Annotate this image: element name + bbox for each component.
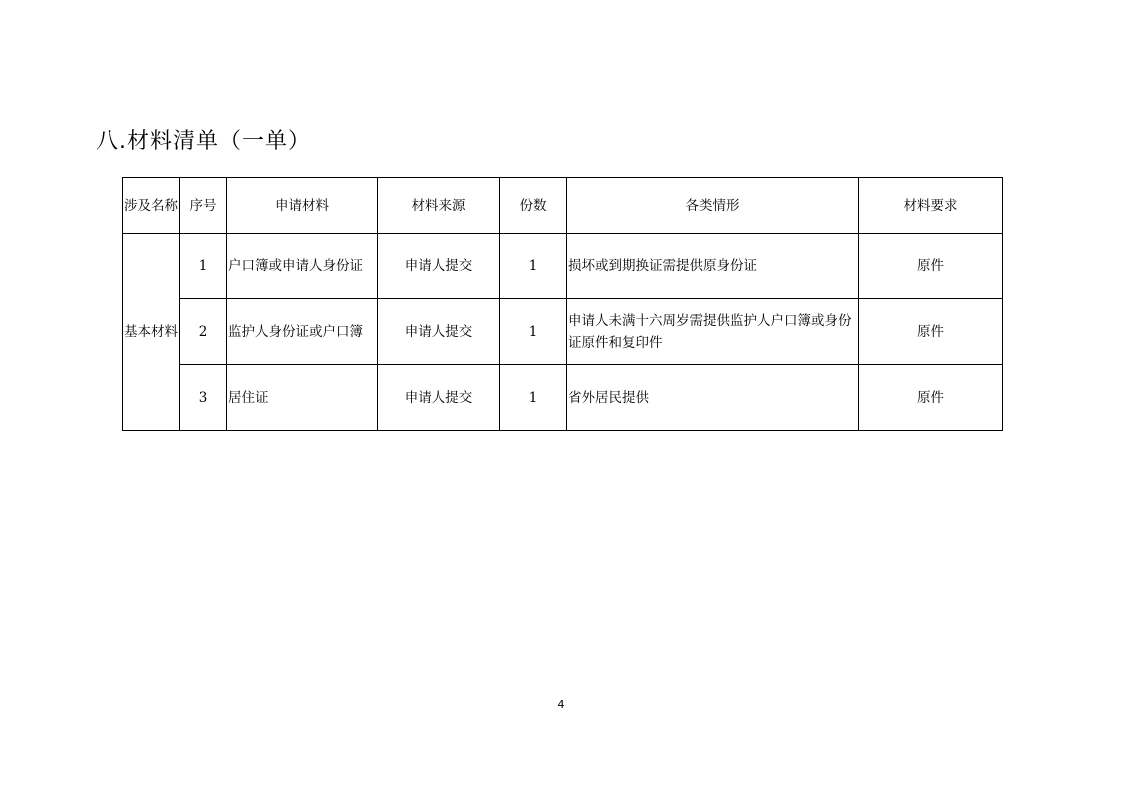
group-label-cell: 基本材料 — [123, 234, 180, 431]
table-header-row — [123, 178, 1003, 234]
table-row — [123, 234, 1003, 299]
page-number: 4 — [557, 698, 565, 711]
row-number-cell: 3 — [180, 365, 227, 431]
header-cell-scope: 涉及名称 — [123, 178, 180, 234]
requirement-cell: 原件 — [859, 299, 1003, 365]
copies-cell: 1 — [500, 299, 567, 365]
materials-table — [122, 177, 1003, 431]
header-cell-number: 序号 — [180, 178, 227, 234]
requirement-cell: 原件 — [859, 234, 1003, 299]
copies-cell: 1 — [500, 365, 567, 431]
material-cell: 监护人身份证或户口簿 — [227, 299, 378, 365]
situation-cell: 申请人未满十六周岁需提供监护人户口簿或身份证原件和复印件 — [567, 299, 859, 365]
header-cell-material: 申请材料 — [227, 178, 378, 234]
header-cell-source: 材料来源 — [378, 178, 500, 234]
requirement-cell: 原件 — [859, 365, 1003, 431]
row-number-cell: 2 — [180, 299, 227, 365]
situation-cell: 损坏或到期换证需提供原身份证 — [567, 234, 859, 299]
table-row — [123, 365, 1003, 431]
source-cell: 申请人提交 — [378, 365, 500, 431]
section-heading: 八.材料清单（一单） — [96, 129, 311, 154]
source-cell: 申请人提交 — [378, 234, 500, 299]
row-number-cell: 1 — [180, 234, 227, 299]
header-cell-copies: 份数 — [500, 178, 567, 234]
header-cell-situation: 各类情形 — [567, 178, 859, 234]
situation-cell: 省外居民提供 — [567, 365, 859, 431]
material-cell: 户口簿或申请人身份证 — [227, 234, 378, 299]
material-cell: 居住证 — [227, 365, 378, 431]
copies-cell: 1 — [500, 234, 567, 299]
source-cell: 申请人提交 — [378, 299, 500, 365]
header-cell-requirement: 材料要求 — [859, 178, 1003, 234]
table-row — [123, 299, 1003, 365]
